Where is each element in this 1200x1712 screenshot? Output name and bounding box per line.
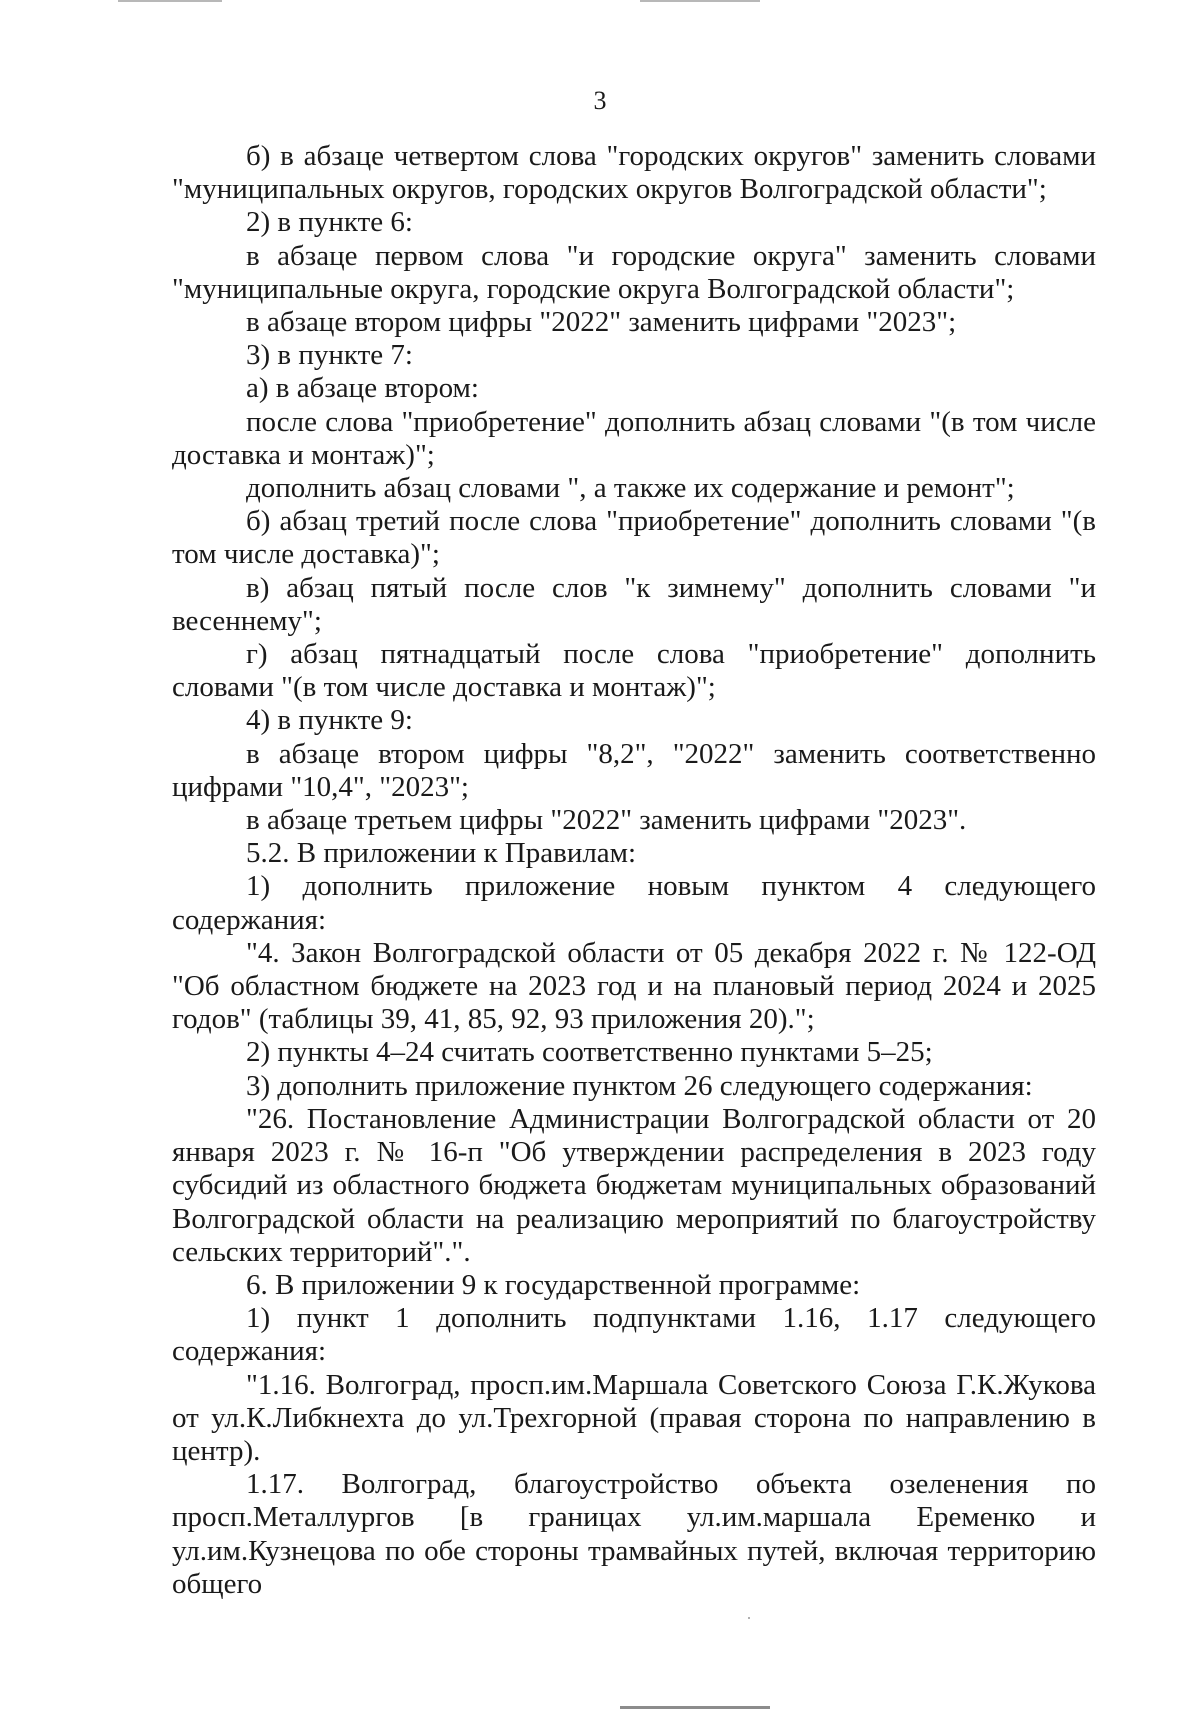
scan-edge-mark <box>620 1706 770 1709</box>
paragraph: "26. Постановление Администрации Волгоградской области от 20 января 2023 г. № 16-п "Об утверждении распределения в 2023 году субсидий из областного бюджета бюджетам муниципальных образований Волгоградской области на реализацию мероприятий по благоустройству сельских территорий".". <box>172 1102 1096 1268</box>
paragraph: б) в абзаце четвертом слова "городских округов" заменить словами "муниципальных округов, городских округов Волгоградской области"; <box>172 140 1096 206</box>
paragraph: в) абзац пятый после слов "к зимнему" дополнить словами "и весеннему"; <box>172 571 1096 637</box>
paragraph: б) абзац третий после слова "приобретение" дополнить словами "(в том числе доставка)"; <box>172 505 1096 571</box>
paragraph: 2) в пункте 6: <box>246 206 413 239</box>
paragraph: 1) пункт 1 дополнить подпунктами 1.16, 1.17 следующего содержания: <box>172 1302 1096 1368</box>
scan-edge-mark <box>118 0 222 2</box>
paragraph: в абзаце первом слова "и городские округа" заменить словами "муниципальные округа, городские округа Волгоградской области"; <box>172 239 1096 305</box>
paragraph: 2) пункты 4–24 считать соответственно пунктами 5–25; <box>246 1036 933 1069</box>
paragraph: в абзаце третьем цифры "2022" заменить цифрами "2023". <box>246 804 967 837</box>
paragraph: 1.17. Волгоград, благоустройство объекта озеленения по просп.Металлургов [в границах ул.им.маршала Еременко и ул.им.Кузнецова по обе стороны трамвайных путей, включая территорию общего <box>172 1468 1096 1600</box>
paragraph: 4) в пункте 9: <box>246 704 413 737</box>
document-body <box>172 140 1096 1601</box>
scan-speck <box>748 1617 750 1619</box>
paragraph: 1) дополнить приложение новым пунктом 4 следующего содержания: <box>172 870 1096 936</box>
paragraph: а) в абзаце втором: <box>246 372 479 405</box>
paragraph: 6. В приложении 9 к государственной программе: <box>246 1268 861 1301</box>
paragraph: "1.16. Волгоград, просп.им.Маршала Советского Союза Г.К.Жукова от ул.К.Либкнехта до ул.Трехгорной (правая сторона по направлению в центр). <box>172 1368 1096 1467</box>
paragraph: 3) в пункте 7: <box>246 339 413 372</box>
paragraph: в абзаце втором цифры "8,2", "2022" заменить соответственно цифрами "10,4", "2023"; <box>172 737 1096 803</box>
paragraph: г) абзац пятнадцатый после слова "приобретение" дополнить словами "(в том числе доставка и монтаж)"; <box>172 638 1096 704</box>
paragraph: в абзаце втором цифры "2022" заменить цифрами "2023"; <box>246 306 957 339</box>
paragraph: 5.2. В приложении к Правилам: <box>246 837 637 870</box>
paragraph: дополнить абзац словами ", а также их содержание и ремонт"; <box>246 472 1015 505</box>
page-number: 3 <box>593 86 607 115</box>
scan-edge-mark <box>640 0 760 2</box>
paragraph: "4. Закон Волгоградской области от 05 декабря 2022 г. № 122-ОД "Об областном бюджете на 2023 год и на плановый период 2024 и 2025 годов" (таблицы 39, 41, 85, 92, 93 приложения 20)."; <box>172 936 1096 1036</box>
paragraph: 3) дополнить приложение пунктом 26 следующего содержания: <box>246 1069 1033 1102</box>
paragraph: после слова "приобретение" дополнить абзац словами "(в том числе доставка и монтаж)"; <box>172 405 1096 471</box>
